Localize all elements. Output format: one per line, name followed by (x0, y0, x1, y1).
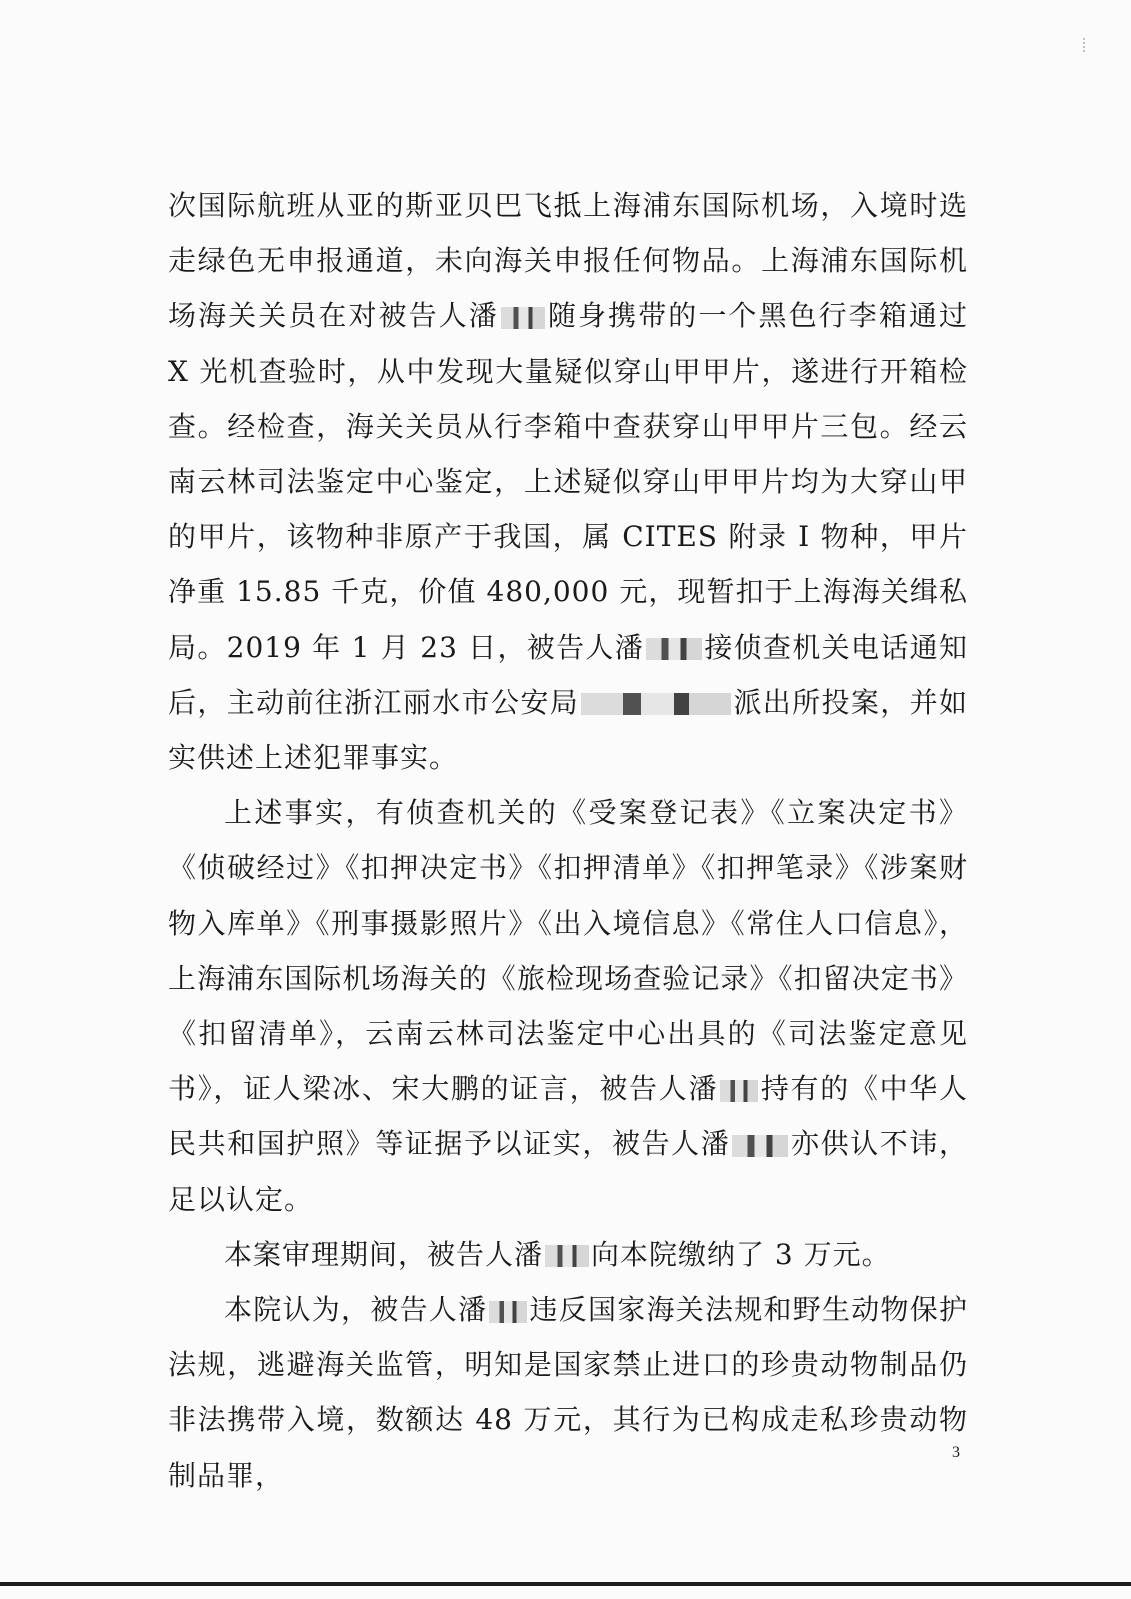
document-body (168, 178, 968, 1503)
redacted-name (489, 1301, 527, 1323)
scan-edge-line (0, 1582, 1131, 1586)
redacted-name (501, 307, 545, 329)
page-number: 3 (952, 1444, 960, 1461)
text-segment: 本案审理期间，被告人潘 (224, 1237, 544, 1271)
redacted-name (646, 638, 702, 660)
text-segment: 亦供认不讳，足以认定。 (168, 1127, 968, 1216)
redacted-location (581, 693, 731, 715)
redacted-name (720, 1080, 758, 1102)
redacted-name (545, 1245, 589, 1267)
paragraph-payment (168, 1227, 968, 1282)
paragraph-facts (168, 178, 968, 785)
text-segment: 持有的《中华人民共和国护照》等证据予以证实，被告人潘 (168, 1072, 968, 1161)
text-segment: 违反国家海关法规和野生动物保护法规，逃避海关监管，明知是国家禁止进口的珍贵动物制品仍非法携带入境，数额达 48 万元，其行为已构成走私珍贵动物制品罪， (168, 1293, 968, 1492)
text-segment: 向本院缴纳了 3 万元。 (591, 1237, 891, 1271)
text-segment: 接侦查机关电话通知后，主动前往浙江丽水市公安局 (168, 630, 968, 719)
text-segment: 随身携带的一个黑色行李箱通过 X 光机查验时，从中发现大量疑似穿山甲甲片，遂进行开箱检查。经检查，海关关员从行李箱中查获穿山甲甲片三包。经云南云林司法鉴定中心鉴定，上述疑似穿山甲甲片均为大穿山甲的甲片，该物种非原产于我国，属 CITES 附录 I 物种，甲片净重 15.85 千克，价值 480,000 元，现暂扣于上海海关缉私局。2019 年 1 月 23 日，被告人潘 (168, 299, 968, 664)
redacted-name (732, 1135, 788, 1157)
scan-artifact (1083, 38, 1093, 52)
paragraph-evidence (168, 785, 968, 1227)
text-segment: 派出所投案，并如实供述上述犯罪事实。 (168, 685, 968, 775)
text-segment: 本院认为，被告人潘 (224, 1293, 488, 1327)
text-segment: 次国际航班从亚的斯亚贝巴飞抵上海浦东国际机场，入境时选走绿色无申报通道，未向海关申报任何物品。上海浦东国际机场海关关员在对被告人潘 (168, 189, 968, 333)
text-segment: 上述事实，有侦查机关的《受案登记表》《立案决定书》《侦破经过》《扣押决定书》《扣押清单》《扣押笔录》《涉案财物入库单》《刑事摄影照片》《出入境信息》《常住人口信息》，上海浦东国际机场海关的《旅检现场查验记录》《扣留决定书》《扣留清单》，云南云林司法鉴定中心出具的《司法鉴定意见书》，证人梁冰、宋大鹏的证言，被告人潘 (168, 796, 968, 1106)
paragraph-court-opinion (168, 1282, 968, 1503)
